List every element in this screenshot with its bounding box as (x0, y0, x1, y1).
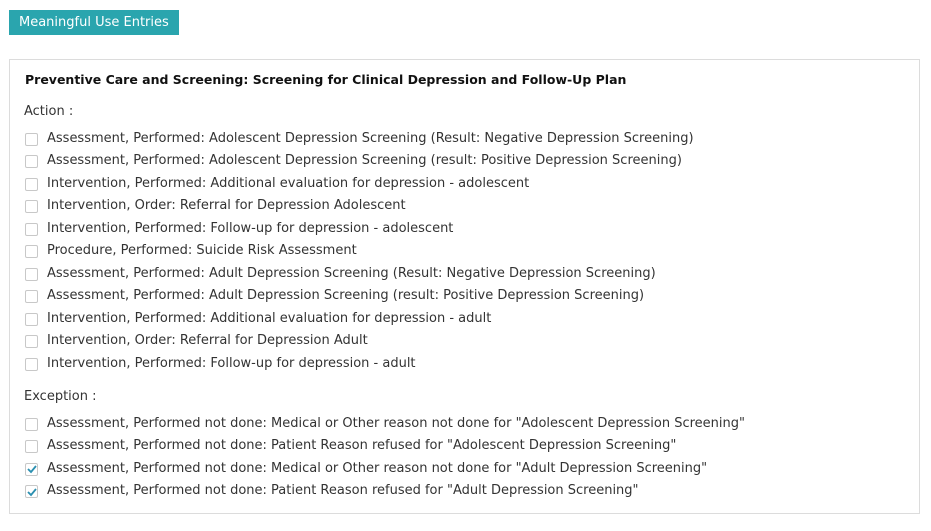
exception-section-label: Exception : (24, 389, 97, 404)
action-item[interactable] (25, 172, 694, 195)
action-label: Intervention, Performed: Follow-up for depression - adolescent (47, 220, 454, 236)
action-label: Intervention, Performed: Follow-up for depression - adult (47, 355, 416, 371)
action-label: Intervention, Performed: Additional evaluation for depression - adult (47, 310, 492, 326)
checkmark-icon (27, 487, 37, 497)
action-item[interactable] (25, 285, 694, 308)
exception-item[interactable] (25, 412, 745, 435)
meaningful-use-entries-button[interactable]: Meaningful Use Entries (9, 10, 179, 35)
action-item[interactable] (25, 352, 694, 375)
exception-label: Assessment, Performed not done: Medical or Other reason not done for "Adult Depression Screening" (47, 460, 708, 476)
exception-item[interactable] (25, 480, 745, 503)
action-label: Intervention, Order: Referral for Depression Adolescent (47, 198, 406, 214)
action-label: Procedure, Performed: Suicide Risk Assessment (47, 243, 357, 259)
action-checkbox[interactable] (25, 358, 38, 371)
panel-title: Preventive Care and Screening: Screening for Clinical Depression and Follow-Up Plan (25, 72, 627, 87)
action-checkbox[interactable] (25, 335, 38, 348)
action-checkbox[interactable] (25, 268, 38, 281)
exception-checkbox[interactable] (25, 440, 38, 453)
action-item[interactable] (25, 330, 694, 353)
exception-item[interactable] (25, 435, 745, 458)
action-label: Assessment, Performed: Adolescent Depression Screening (result: Positive Depression Screening) (47, 153, 682, 169)
action-item[interactable] (25, 195, 694, 218)
action-item[interactable] (25, 307, 694, 330)
action-label: Assessment, Performed: Adolescent Depression Screening (Result: Negative Depression Screening) (47, 130, 694, 146)
exception-checkbox[interactable] (25, 463, 38, 476)
action-checkbox[interactable] (25, 200, 38, 213)
action-label: Intervention, Order: Referral for Depression Adult (47, 333, 368, 349)
action-list (25, 127, 694, 375)
action-checkbox[interactable] (25, 133, 38, 146)
action-item[interactable] (25, 127, 694, 150)
exception-label: Assessment, Performed not done: Patient Reason refused for "Adolescent Depression Screening" (47, 438, 677, 454)
exception-list (25, 412, 745, 502)
action-checkbox[interactable] (25, 223, 38, 236)
exception-label: Assessment, Performed not done: Medical or Other reason not done for "Adolescent Depression Screening" (47, 415, 745, 431)
action-checkbox[interactable] (25, 313, 38, 326)
action-item[interactable] (25, 240, 694, 263)
exception-item[interactable] (25, 457, 745, 480)
action-section-label: Action : (24, 104, 74, 119)
action-item[interactable] (25, 217, 694, 240)
exception-checkbox[interactable] (25, 418, 38, 431)
exception-checkbox[interactable] (25, 485, 38, 498)
action-label: Assessment, Performed: Adult Depression Screening (Result: Negative Depression Screening) (47, 265, 656, 281)
action-checkbox[interactable] (25, 245, 38, 258)
action-checkbox[interactable] (25, 290, 38, 303)
action-item[interactable] (25, 262, 694, 285)
measure-panel (9, 59, 920, 514)
action-label: Intervention, Performed: Additional evaluation for depression - adolescent (47, 175, 530, 191)
action-checkbox[interactable] (25, 155, 38, 168)
action-label: Assessment, Performed: Adult Depression Screening (result: Positive Depression Screening) (47, 288, 645, 304)
action-item[interactable] (25, 150, 694, 173)
checkmark-icon (27, 464, 37, 474)
exception-label: Assessment, Performed not done: Patient Reason refused for "Adult Depression Screening" (47, 483, 639, 499)
action-checkbox[interactable] (25, 178, 38, 191)
